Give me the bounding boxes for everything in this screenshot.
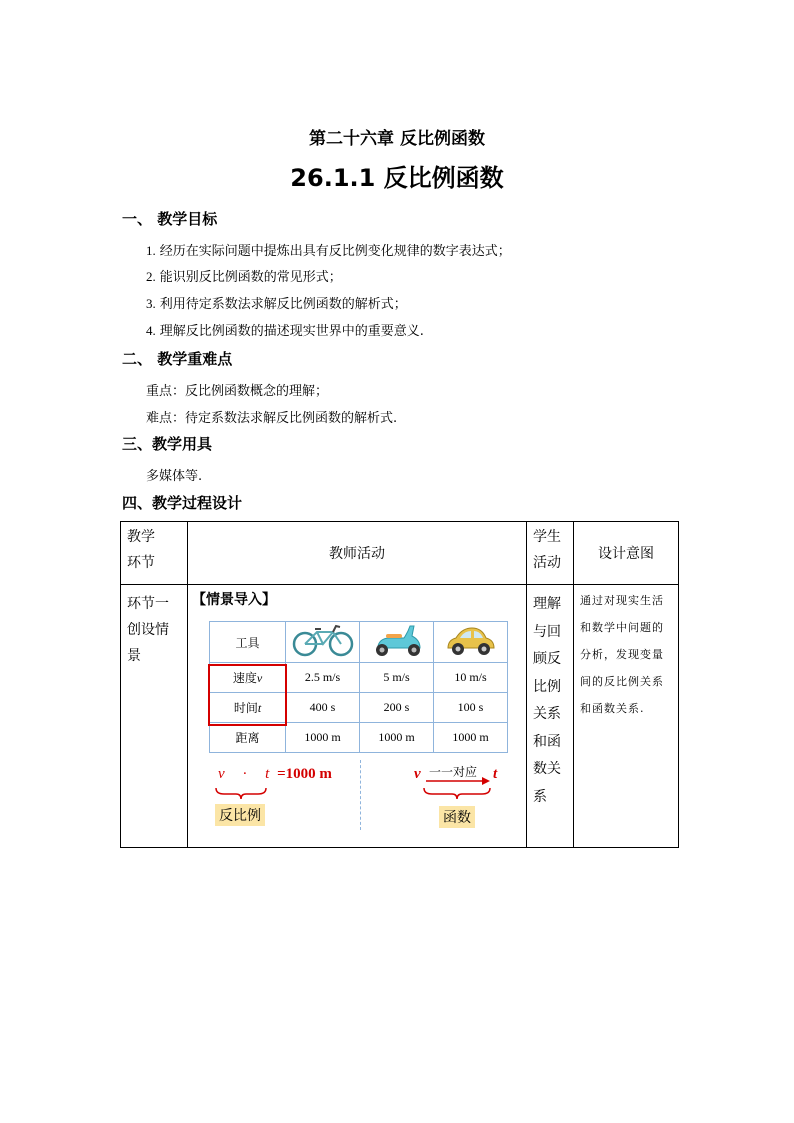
goal-item [146, 266, 342, 285]
time-value: 100 s [434, 693, 508, 723]
speed-value: 2.5 m/s [286, 663, 360, 693]
goal-num: 4. [146, 323, 156, 338]
inverse-tag: 反比例 [215, 804, 265, 826]
left-brace [214, 786, 268, 800]
formula-right-t: t [493, 766, 498, 782]
car-icon [434, 622, 508, 663]
key-point: 重点：反比例函数概念的理解； [146, 384, 329, 399]
distance-label: 距离 [210, 723, 286, 753]
goal-text: 经历在实际问题中提炼出具有反比例变化规律的数字表达式； [159, 244, 511, 259]
right-brace [422, 786, 494, 800]
goal-text: 利用待定系数法求解反比例函数的解析式； [159, 297, 407, 312]
table-header-row [121, 522, 679, 585]
goal-num: 3. [146, 296, 156, 311]
arrow-icon [424, 776, 492, 786]
formula-dot: · [242, 766, 248, 782]
tools-heading: 三、教学用具 [122, 435, 213, 453]
scooter-icon [360, 622, 434, 663]
function-tag: 函数 [439, 806, 475, 828]
distance-value: 1000 m [286, 723, 360, 753]
formula-rhs: =1000 m [277, 766, 332, 782]
process-heading: 四、教学过程设计 [122, 494, 243, 512]
goal-item [146, 320, 424, 339]
time-label: 时间t [210, 693, 286, 723]
tools-label: 工具 [210, 622, 286, 663]
tools-text: 多媒体等. [146, 469, 203, 484]
speed-value: 10 m/s [434, 663, 508, 693]
formula-right-v: v [414, 766, 421, 782]
goal-item [146, 240, 511, 259]
header-student: 学生 活动 [527, 522, 574, 585]
formula-v: v [218, 766, 225, 782]
header-stage: 教学 环节 [121, 522, 188, 585]
goal-num: 2. [146, 269, 156, 284]
distance-value: 1000 m [434, 723, 508, 753]
intent-cell: 通过对现实生活和数学中问题的分析，发现变量间的反比例关系和函数关系. [574, 585, 679, 848]
student-cell: 理解 与回 顾反 比例 关系 和函 数关 系 [527, 585, 574, 848]
distance-value: 1000 m [360, 723, 434, 753]
time-value: 400 s [286, 693, 360, 723]
formula-t: t [265, 766, 270, 782]
distance-row [210, 723, 508, 753]
goal-num: 1. [146, 243, 156, 258]
keypoints-heading: 二、 教学重难点 [122, 350, 233, 368]
header-intent: 设计意图 [574, 522, 679, 585]
divider [360, 760, 361, 830]
stage-cell: 环节一 创设情 景 [121, 585, 188, 848]
intro-label: 【情景导入】 [192, 592, 276, 608]
goal-text: 理解反比例函数的描述现实世界中的重要意义. [159, 324, 424, 339]
speed-value: 5 m/s [360, 663, 434, 693]
vehicle-row [210, 622, 508, 663]
time-value: 200 s [360, 693, 434, 723]
header-teacher: 教师活动 [188, 522, 527, 585]
arrow-label: 一一对应 [429, 765, 478, 779]
lesson-title: 26.1.1 反比例函数 [290, 164, 504, 192]
highlight-box [208, 664, 287, 726]
speed-label: 速度v [210, 663, 286, 693]
goals-heading: 一、 教学目标 [122, 210, 218, 228]
goal-item [146, 293, 407, 312]
goal-text: 能识别反比例函数的常见形式； [159, 270, 342, 285]
chapter-title: 第二十六章 反比例函数 [309, 129, 485, 149]
difficult-point: 难点：待定系数法求解反比例函数的解析式. [146, 411, 398, 426]
bicycle-icon [286, 622, 360, 663]
formula-left [218, 766, 332, 783]
